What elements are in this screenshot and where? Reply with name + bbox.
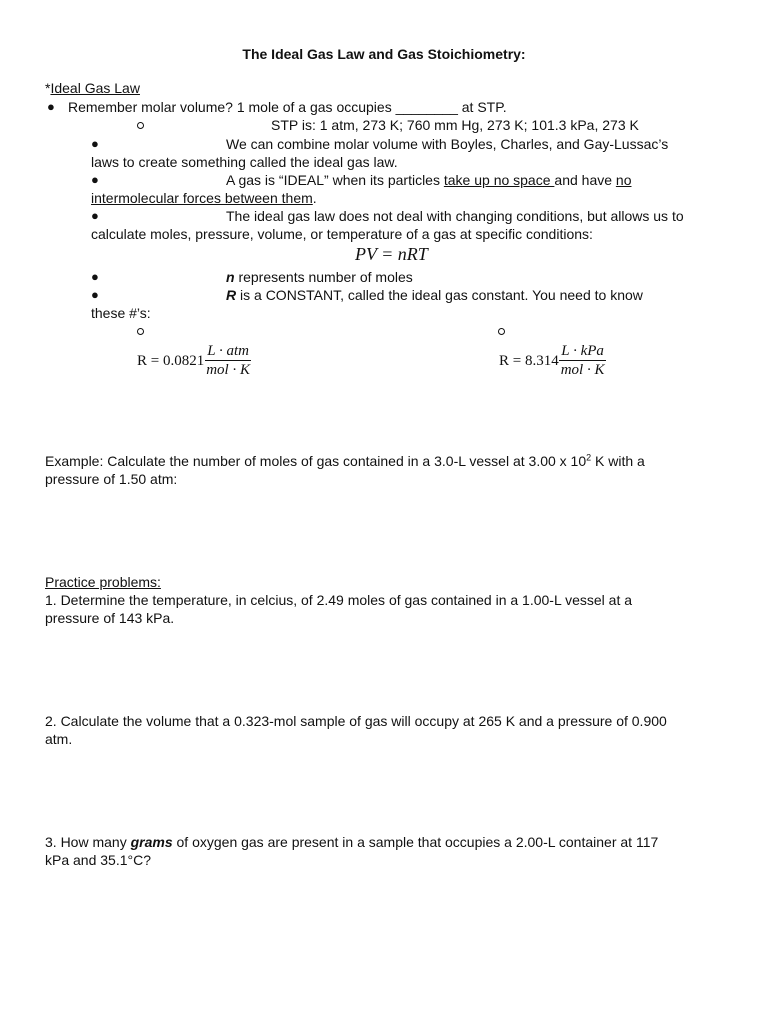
bullet-icon: ● — [91, 172, 99, 187]
bullet-ideal-line2: intermolecular forces between them. — [91, 190, 317, 206]
bullet-combine-line1: We can combine molar volume with Boyles, Charles, and Gay-Lussac’s — [226, 136, 669, 152]
bullet-law-line2: calculate moles, pressure, volume, or temperature of a gas at specific conditions: — [91, 226, 593, 242]
example-line2: pressure of 1.50 atm: — [45, 471, 178, 487]
bullet-molar-volume: Remember molar volume? 1 mole of a gas occupies ________ at STP. — [68, 99, 507, 115]
practice-2-line2: atm. — [45, 731, 73, 747]
practice-1-line1: 1. Determine the temperature, in celcius, of 2.49 moles of gas contained in a 1.00-L vessel at a — [45, 592, 633, 608]
r-constant-atm: R = 0.0821 $\frac{\text{L · atm}}{\text{mol · K}}$ — [137, 343, 250, 378]
bullet-ideal-line1: A gas is “IDEAL” when its particles take up no space and have no — [226, 172, 632, 188]
section-heading: *Ideal Gas Law — [45, 80, 140, 96]
bullet-r-line2: these #’s: — [91, 305, 151, 321]
bullet-combine-line2: laws to create something called the ideal gas law. — [91, 154, 398, 170]
circle-bullet-icon — [137, 122, 144, 129]
circle-bullet-icon — [498, 328, 505, 335]
bullet-icon: ● — [91, 208, 99, 223]
bullet-icon: ● — [91, 287, 99, 302]
section-heading-text: Ideal Gas Law — [50, 80, 140, 96]
circle-bullet-icon — [137, 328, 144, 335]
bullet-n: n represents number of moles — [226, 269, 413, 285]
bullet-law-line1: The ideal gas law does not deal with changing conditions, but allows us to — [226, 208, 684, 224]
bullet-r-line1: R is a CONSTANT, called the ideal gas constant. You need to know — [226, 287, 643, 303]
stp-text: STP is: 1 atm, 273 K; 760 mm Hg, 273 K; 101.3 kPa, 273 K — [271, 117, 639, 133]
practice-1-line2: pressure of 143 kPa. — [45, 610, 175, 626]
ideal-gas-equation: PV = nRT — [355, 244, 428, 264]
r-atm-fraction: $\frac{\text{L · atm}}{\text{mol · K}}$ — [206, 343, 250, 378]
bullet-icon: ● — [91, 269, 99, 284]
practice-3-line1: 3. How many grams of oxygen gas are present in a sample that occupies a 2.00-L container at 117 — [45, 834, 659, 850]
practice-heading: Practice problems: — [45, 574, 161, 590]
r-kpa-fraction: $\frac{\text{L · kPa}}{\text{mol · K}}$ — [560, 343, 605, 378]
bullet-icon: ● — [91, 136, 99, 151]
page-title: The Ideal Gas Law and Gas Stoichiometry: — [242, 46, 526, 62]
practice-3-line2: kPa and 35.1°C? — [45, 852, 152, 868]
practice-2-line1: 2. Calculate the volume that a 0.323-mol sample of gas will occupy at 265 K and a pressure of 0.900 — [45, 713, 667, 729]
example-line1: Example: Calculate the number of moles of gas contained in a 3.0-L vessel at 3.00 x $10^2$ K with a — [45, 452, 645, 469]
bullet-icon: ● — [47, 99, 55, 114]
r-constant-kpa: R = 8.314 $\frac{\text{L · kPa}}{\text{mol · K}}$ — [499, 343, 605, 378]
